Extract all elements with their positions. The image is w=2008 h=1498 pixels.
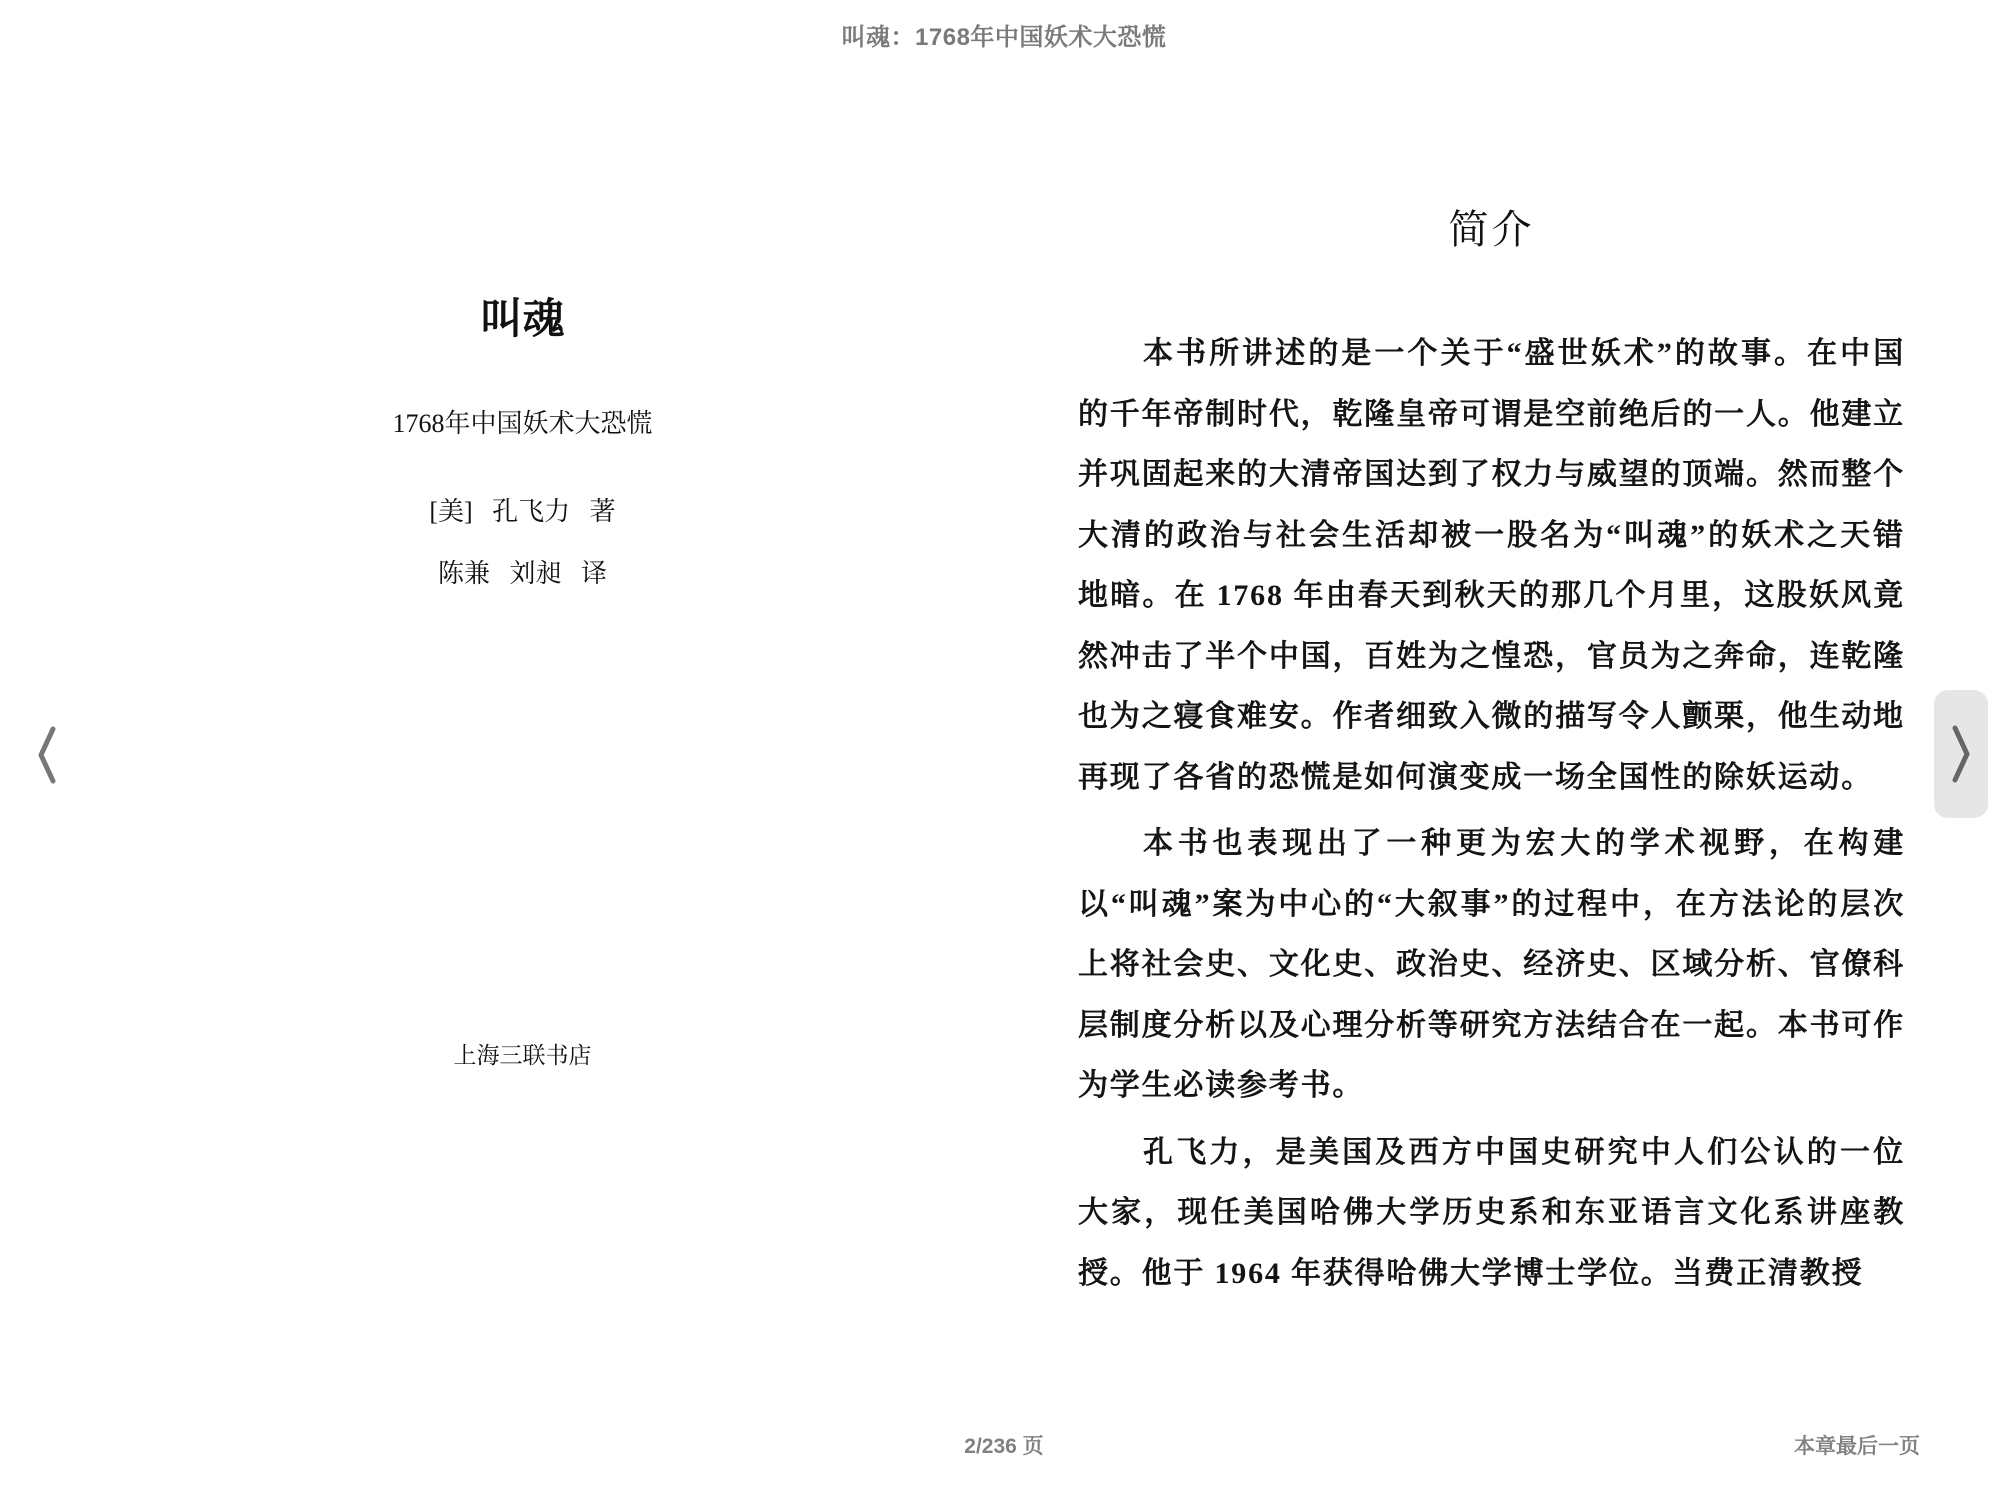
title-page-publisher: 上海三联书店 [453, 1043, 592, 1068]
paragraph: 本书也表现出了一种更为宏大的学术视野，在构建以“叫魂”案为中心的“大叙事”的过程中，在方法论的层次上将社会史、文化史、政治史、经济史、区域分析、官僚科层制度分析以及心理分析等研究方法结合在一起。本书可作为学生必读参考书。 [1078, 827, 1905, 1102]
introduction-text [1078, 324, 1905, 1310]
chapter-status: 本章最后一页 [1794, 1435, 1920, 1458]
section-heading: 简介 [1448, 207, 1535, 252]
next-page-button[interactable] [1934, 690, 1988, 818]
title-page-subtitle: 1768年中国妖术大恐慌 [392, 409, 653, 438]
chevron-left-icon [35, 723, 59, 787]
paragraph: 孔飞力，是美国及西方中国史研究中人们公认的一位大家，现任美国哈佛大学历史系和东亚语言文化系讲座教授。他于 1964 年获得哈佛大学博士学位。当费正清教授 [1078, 1135, 1905, 1290]
title-page-title: 叫魂 [480, 297, 565, 343]
chevron-right-icon [1949, 722, 1973, 786]
title-page-author: [美] 孔飞力 著 [429, 497, 616, 526]
book-title-header: 叫魂：1768年中国妖术大恐慌 [841, 24, 1167, 51]
previous-page-button[interactable] [24, 710, 70, 800]
paragraph: 本书所讲述的是一个关于“盛世妖术”的故事。在中国的千年帝制时代，乾隆皇帝可谓是空前绝后的一人。他建立并巩固起来的大清帝国达到了权力与威望的顶端。然而整个大清的政治与社会生活却被一股名为“叫魂”的妖术之天错地暗。在 1768 年由春天到秋天的那几个月里，这股妖风竟然冲击了半个中国，百姓为之惶恐，官员为之奔命，连乾隆也为之寝食难安。作者细致入微的描写令人颤栗，他生动地再现了各省的恐慌是如何演变成一场全国性的除妖运动。 [1078, 337, 1905, 794]
page-indicator: 2/236 页 [964, 1435, 1044, 1458]
title-page-translator: 陈兼 刘昶 译 [437, 559, 607, 588]
